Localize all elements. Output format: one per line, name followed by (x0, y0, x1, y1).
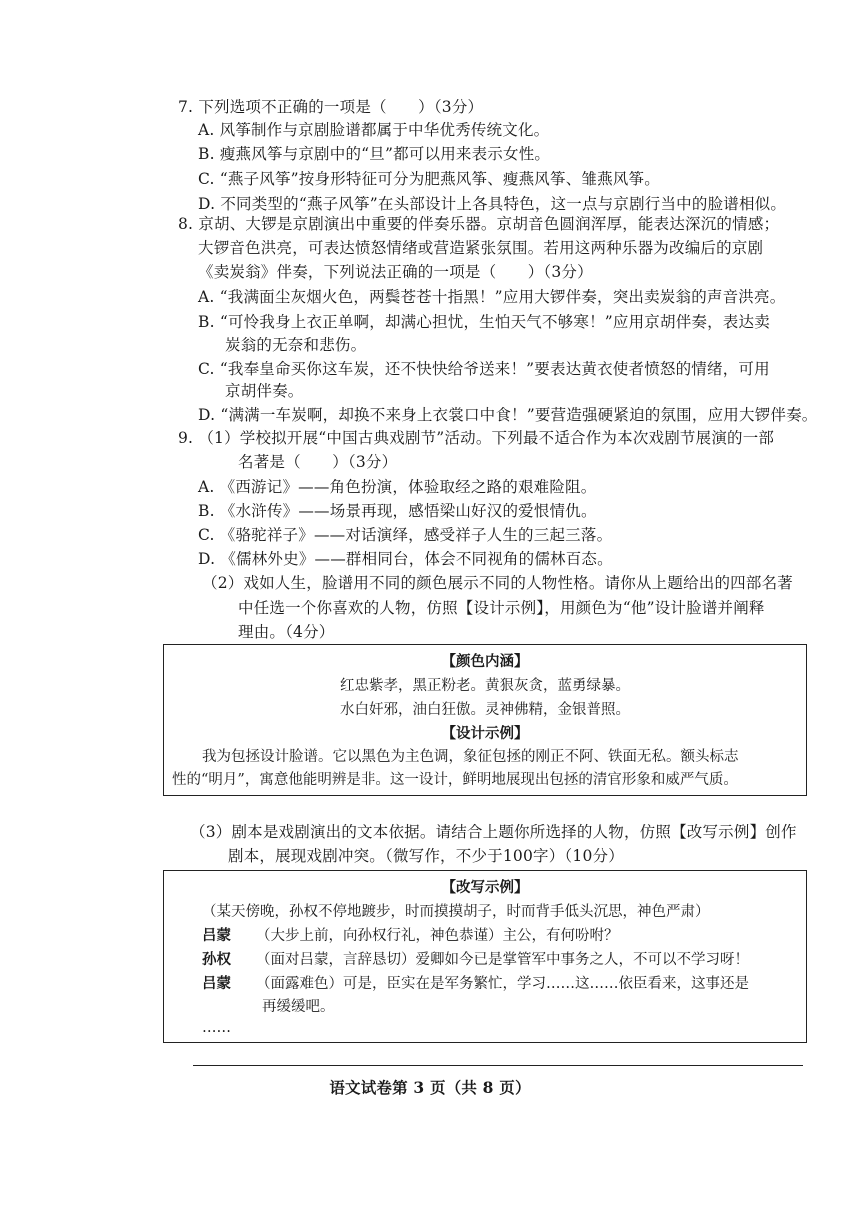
ellipsis: …… (202, 1020, 231, 1036)
q7-option-a: A. 风筝制作与京剧脸谱都属于中华优秀传统文化。 (198, 121, 550, 139)
q9-option-a: A. 《西游记》——角色扮演，体验取经之路的艰难险阻。 (198, 478, 597, 496)
color-meaning-line1: 红忠紫孝，黑正粉老。黄狠灰贪，蓝勇绿暴。 (340, 678, 630, 694)
q9-part2-line1: （2）戏如人生，脸谱用不同的颜色展示不同的人物性格。请你从上题给出的四部名著 (202, 574, 793, 592)
speaker-2-name: 孙权 (202, 951, 231, 968)
design-example-line2: 性的“明月”，寓意他能明辨是非。这一设计，鲜明地展现出包拯的清官形象和威严气质。 (172, 772, 738, 788)
rewrite-example-title: 【改写示例】 (441, 879, 529, 896)
q8-stem-line3: 《卖炭翁》伴奏，下列说法正确的一项是（ ）（3分） (198, 263, 593, 281)
q9-part1-line1: 9. （1）学校拟开展“中国古典戏剧节”活动。下列最不适合作为本次戏剧节展演的一部 (178, 429, 775, 447)
face-design-box (163, 644, 807, 796)
speaker-2-line: （面对吕蒙，言辞恳切）爱卿如今已是掌管军中事务之人，不可以不学习呀！ (256, 952, 749, 968)
q8-option-b-line1: B. “可怜我身上衣正单啊，却满心担忧，生怕天气不够寒！”应用京胡伴奏，表达卖 (198, 313, 770, 331)
q7-stem: 7. 下列选项不正确的一项是（ ）（3分） (178, 98, 484, 116)
q8-option-a: A. “我满面尘灰烟火色，两鬓苍苍十指黑！”应用大锣伴奏，突出卖炭翁的声音洪亮。 (198, 288, 786, 306)
q8-stem-line1: 8. 京胡、大锣是京剧演出中重要的伴奏乐器。京胡音色圆润浑厚，能表达深沉的情感； (178, 215, 780, 233)
q7-option-d: D. 不同类型的“燕子风筝”在头部设计上各具特色，这一点与京剧行当中的脸谱相似。 (198, 195, 787, 213)
q8-option-c-line2: 京胡伴奏。 (225, 382, 304, 400)
design-example-title: 【设计示例】 (441, 725, 529, 742)
speaker-3-name: 吕蒙 (202, 975, 231, 992)
page-number: 语文试卷第 3 页（共 8 页） (329, 1078, 531, 1097)
q7-option-b: B. 瘦燕风筝与京剧中的“旦”都可以用来表示女性。 (198, 145, 551, 163)
q8-option-c-line1: C. “我奉皇命买你这车炭，还不快快给爷送来！”要表达黄衣使者愤怒的情绪，可用 (198, 360, 770, 378)
q8-stem-line2: 大锣音色洪亮，可表达愤怒情绪或营造紧张氛围。若用这两种乐器为改编后的京剧 (198, 239, 764, 257)
color-meaning-title: 【颜色内涵】 (441, 653, 529, 670)
stage-direction: （某天傍晚，孙权不停地踱步，时而摸摸胡子，时而背手低头沉思，神色严肃） (202, 904, 710, 920)
q8-option-d: D. “满满一车炭啊，却换不来身上衣裳口中食！”要营造强硬紧迫的氛围，应用大锣伴奏。 (198, 406, 818, 424)
speaker-1-name: 吕蒙 (202, 927, 231, 944)
q9-option-c: C. 《骆驼祥子》——对话演绎，感受祥子人生的三起三落。 (198, 526, 613, 544)
q9-part2-line3: 理由。（4分） (238, 623, 335, 641)
q7-option-c: C. “燕子风筝”按身形特征可分为肥燕风筝、瘦燕风筝、雏燕风筝。 (198, 170, 660, 188)
q9-part2-line2: 中任选一个你喜欢的人物，仿照【设计示例】，用颜色为“他”设计脸谱并阐释 (238, 599, 765, 617)
speaker-1-line: （大步上前，向孙权行礼，神色恭谨）主公，有何吩咐？ (256, 928, 619, 944)
q9-part1-line2: 名著是（ ）（3分） (238, 453, 398, 471)
speaker-3-line1: （面露难色）可是，臣实在是军务繁忙，学习……这……依臣看来，这事还是 (256, 976, 749, 992)
footer-divider (193, 1065, 803, 1066)
color-meaning-line2: 水白奸邪，油白狂傲。灵神佛精，金银普照。 (340, 702, 630, 718)
q8-option-b-line2: 炭翁的无奈和悲伤。 (225, 336, 367, 354)
q9-option-d: D. 《儒林外史》——群相同台，体会不同视角的儒林百态。 (198, 550, 613, 568)
speaker-3-line2: 再缓缓吧。 (262, 999, 335, 1015)
q9-option-b: B. 《水浒传》——场景再现，感悟梁山好汉的爱恨情仇。 (198, 502, 597, 520)
q9-part3-line2: 剧本，展现戏剧冲突。（微写作，不少于100字）（10分） (228, 847, 624, 865)
q9-part3-line1: （3）剧本是戏剧演出的文本依据。请结合上题你所选择的人物，仿照【改写示例】创作 (190, 823, 797, 841)
rewrite-example-box (163, 870, 807, 1043)
design-example-line1: 我为包拯设计脸谱。它以黑色为主色调，象征包拯的刚正不阿、铁面无私。额头标志 (202, 749, 739, 765)
